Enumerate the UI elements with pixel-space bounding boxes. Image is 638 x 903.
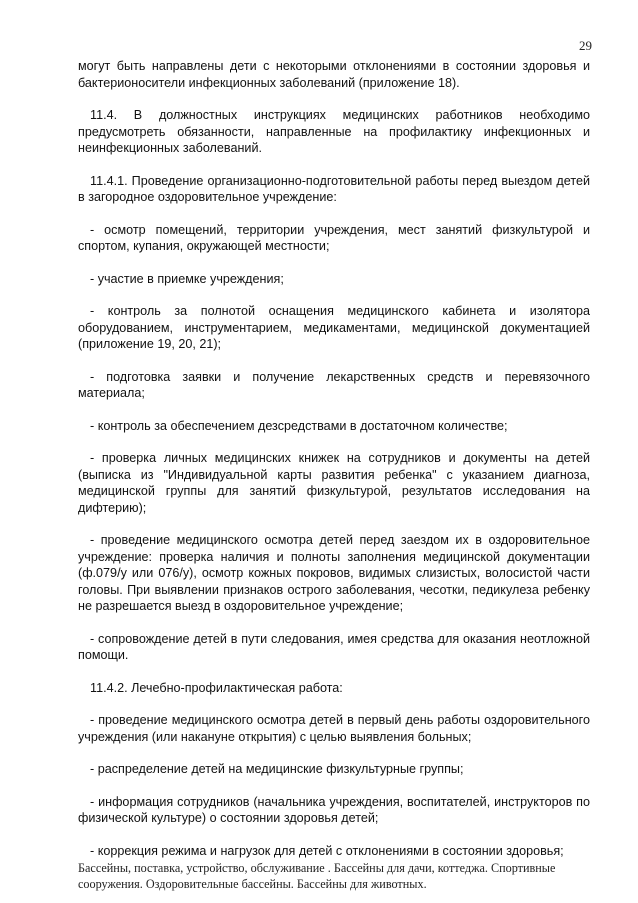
document-body — [78, 58, 590, 892]
paragraph: могут быть направлены дети с некоторыми отклонениями в состоянии здоровья и бактерионосители инфекционных заболеваний (приложение 18). — [78, 59, 590, 90]
list-item: - коррекция режима и нагрузок для детей с отклонениями в состоянии здоровья; — [90, 843, 564, 858]
page-number: 29 — [579, 38, 592, 53]
list-item: - контроль за полнотой оснащения медицинского кабинета и изолятора оборудованием, инструментарием, медикаментами, медицинской документацией (приложение 19, 20, 21); — [78, 304, 590, 351]
subsection-heading: 11.4.2. Лечебно-профилактическая работа: — [90, 680, 343, 695]
list-item: - подготовка заявки и получение лекарственных средств и перевязочного материала; — [78, 369, 590, 400]
list-item: - проведение медицинского осмотра детей в первый день работы оздоровительного учреждения (или накануне открытия) с целью выявления больных; — [78, 713, 590, 744]
list-item: - проведение медицинского осмотра детей перед заездом их в оздоровительное учреждение: проверка наличия и полноты заполнения медицинской документации (ф.079/у или 076/у), осмотр кожных покровов, видимых слизистых, волосистой части головы. При выявлении признаков острого заболевания, чесотки, педикулеза ребенку не разрешается выезд в оздоровительное учреждение; — [78, 533, 590, 613]
subsection-heading: 11.4.1. Проведение организационно-подготовительной работы перед выездом детей в загородное оздоровительное учреждение: — [78, 173, 590, 204]
list-item: - контроль за обеспечением дезсредствами в достаточном количестве; — [90, 418, 508, 433]
list-item: - распределение детей на медицинские физкультурные группы; — [90, 762, 464, 776]
footer-text: Бассейны, поставка, устройство, обслуживание . Бассейны для дачи, коттеджа. Спортивные сооружения. Оздоровительные бассейны. Бассейны для животных. — [78, 861, 556, 891]
list-item: - информация сотрудников (начальника учреждения, воспитателей, инструкторов по физической культуре) о состоянии здоровья детей; — [78, 794, 590, 825]
list-item: - проверка личных медицинских книжек на сотрудников и документы на детей (выписка из "Индивидуальной карты развития ребенка" с указанием диагноза, медицинской группы для занятий физкультурой, результатов исследования на дифтерию); — [78, 451, 590, 515]
section-heading: 11.4. В должностных инструкциях медицинских работников необходимо предусмотреть обязанности, направленные на профилактику инфекционных и неинфекционных заболеваний. — [78, 108, 590, 155]
list-item: - сопровождение детей в пути следования, имея средства для оказания неотложной помощи. — [78, 631, 590, 662]
list-item: - осмотр помещений, территории учреждения, мест занятий физкультурой и спортом, купания, окружающей местности; — [78, 222, 590, 253]
list-item: - участие в приемке учреждения; — [90, 271, 284, 286]
